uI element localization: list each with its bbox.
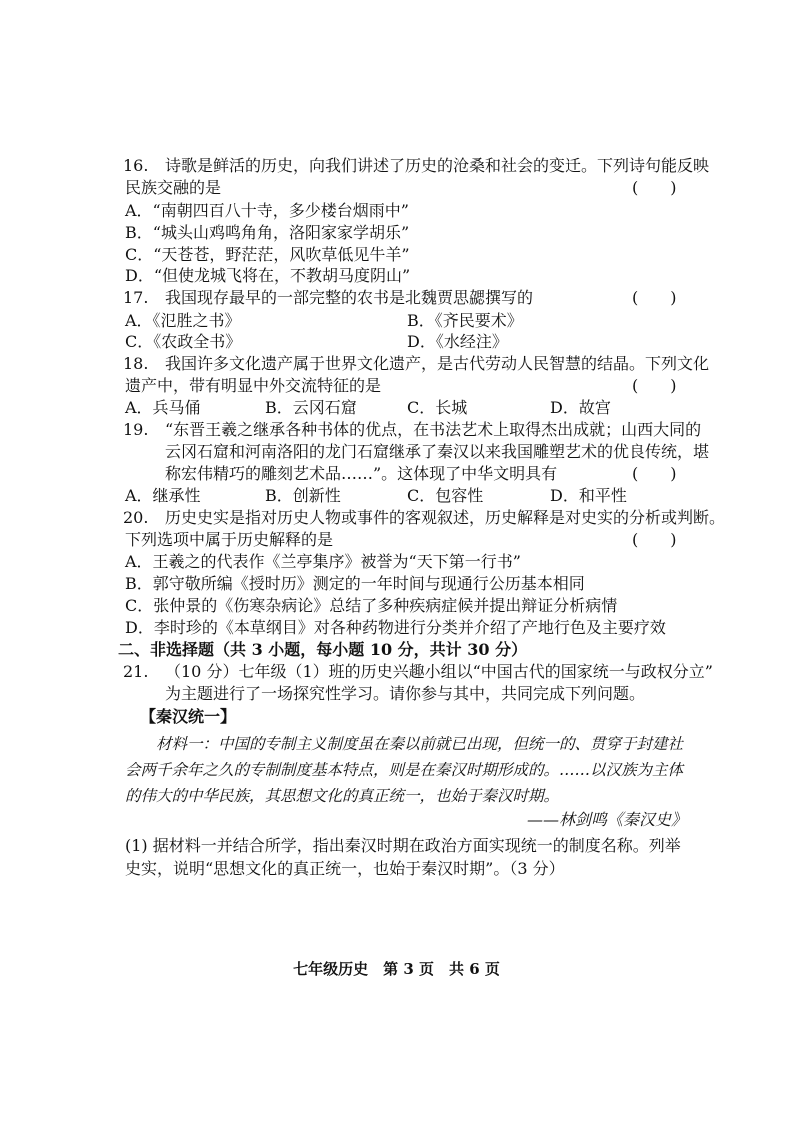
option-a: A．继承性 — [125, 486, 201, 505]
option-c: C．长城 — [407, 398, 468, 417]
question-text: 诗歌是鲜活的历史，向我们讲述了历史的沧桑和社会的变迁。下列诗句能反映 — [165, 156, 710, 175]
question-text: 我国现存最早的一部完整的农书是北魏贾思勰撰写的 — [165, 288, 534, 307]
material-source: ——林剑鸣《秦汉史》 — [527, 810, 688, 829]
option-d: D．《水经注》 — [407, 332, 508, 351]
option-d: D．和平性 — [550, 486, 627, 505]
option-b: B．“城头山鸡鸣角角，洛阳家家学胡乐” — [125, 223, 410, 242]
question-text: （10 分）七年级（1）班的历史兴趣小组以“中国古代的国家统一与政权分立” — [165, 662, 713, 681]
subsection-heading: 【秦汉统一】 — [140, 707, 237, 726]
option-a: A．《氾胜之书》 — [125, 311, 241, 330]
option-d: D．李时珍的《本草纲目》对各种药物进行分类并介绍了产地行色及主要疗效 — [125, 618, 666, 637]
answer-bracket: ( ) — [632, 288, 677, 307]
option-a: A．“南朝四百八十寺，多少楼台烟雨中” — [125, 201, 409, 220]
section-heading: 二、非选择题（共 3 小题，每小题 10 分，共计 30 分） — [118, 640, 528, 659]
option-a: A．兵马俑 — [125, 398, 201, 417]
question-text-cont: 为主题进行了一场探究性学习。请你参与其中，共同完成下列问题。 — [165, 684, 646, 703]
option-c: C．《农政全书》 — [125, 332, 242, 351]
answer-bracket: ( ) — [632, 376, 677, 395]
question-text-cont: 称宏伟精巧的雕刻艺术品……”。这体现了中华文明具有 — [165, 464, 558, 483]
answer-bracket: ( ) — [632, 178, 677, 197]
option-b: B．《齐民要术》 — [407, 311, 523, 330]
page-footer: 七年级历史 第 3 页 共 6 页 — [293, 960, 500, 978]
question-text-cont: 下列选项中属于历史解释的是 — [125, 530, 334, 549]
option-c: C．“天苍苍，野茫茫，风吹草低见牛羊” — [125, 245, 410, 264]
answer-bracket: ( ) — [632, 530, 677, 549]
material-passage: 材料一：中国的专制主义制度虽在秦以前就已出现，但统一的、贯穿于封建社会两千余年之久的专制制度基本特点，则是在秦汉时期形成的。……以汉族为主体的伟大的中华民族，其思想文化的真正统一，也始于秦汉时期。 — [125, 735, 684, 805]
question-text: 历史史实是指对历史人物或事件的客观叙述，历史解释是对史实的分析或判断。 — [165, 508, 726, 527]
question-text-cont: 遗产中，带有明显中外交流特征的是 — [125, 376, 382, 395]
question-number: 19. — [123, 420, 149, 439]
question-text-cont: 民族交融的是 — [125, 178, 222, 197]
option-b: B．云冈石窟 — [265, 398, 357, 417]
question-number: 16. — [123, 156, 149, 175]
option-d: D．故宫 — [550, 398, 611, 417]
sub-question-1-cont: 史实，说明“思想文化的真正统一，也始于秦汉时期”。（3 分） — [125, 859, 565, 878]
option-c: C．包容性 — [407, 486, 484, 505]
option-d: D．“但使龙城飞将在，不教胡马度阴山” — [125, 266, 411, 285]
option-b: B．创新性 — [265, 486, 341, 505]
option-a: A．王羲之的代表作《兰亭集序》被誉为“天下第一行书” — [125, 552, 521, 571]
question-text: 我国许多文化遗产属于世界文化遗产，是古代劳动人民智慧的结晶。下列文化 — [165, 354, 710, 373]
question-text-cont: 云冈石窟和河南洛阳的龙门石窟继承了秦汉以来我国雕塑艺术的优良传统，堪 — [165, 442, 710, 461]
option-b: B．郭守敬所编《授时历》测定的一年时间与现通行公历基本相同 — [125, 574, 585, 593]
question-number: 20. — [123, 508, 149, 527]
question-number: 18. — [123, 354, 149, 373]
answer-bracket: ( ) — [632, 464, 677, 483]
option-c: C．张仲景的《伤寒杂病论》总结了多种疾病症候并提出辩证分析病情 — [125, 596, 618, 615]
question-text: “东晋王羲之继承各种书体的优点，在书法艺术上取得杰出成就；山西大同的 — [165, 420, 702, 439]
question-number: 21. — [123, 662, 149, 681]
sub-question-1: (1) 据材料一并结合所学，指出秦汉时期在政治方面实现统一的制度名称。列举 — [125, 836, 681, 855]
question-number: 17. — [123, 288, 149, 307]
